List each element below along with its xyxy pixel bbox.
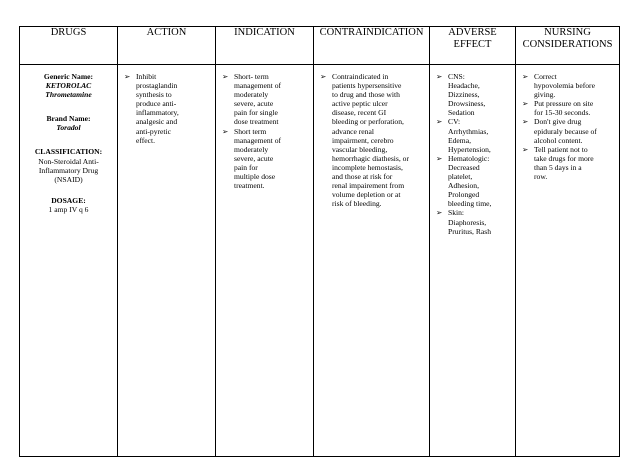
list-item-text: Short term management of moderately severe, acute pain for multiple dose treatment.: [234, 126, 282, 191]
arrow-bullet-icon: ➢: [436, 72, 443, 81]
classification-line3: (NSAID): [54, 174, 83, 184]
arrow-bullet-icon: ➢: [436, 208, 443, 218]
list-item: [430, 72, 511, 117]
classification-line1: Non-Steroidal Anti-: [38, 156, 99, 166]
indication-cell: [216, 65, 314, 457]
indication-list: [216, 65, 313, 190]
dosage-label: DOSAGE:: [51, 195, 86, 205]
header-row: [20, 27, 620, 65]
arrow-bullet-icon: ➢: [222, 126, 229, 136]
list-item: [216, 127, 309, 191]
list-item-text: CV: Arrhythmias, Edema, Hypertension,: [448, 117, 491, 154]
arrow-bullet-icon: ➢: [436, 117, 443, 127]
header-adverse-line1: ADVERSE: [448, 27, 497, 38]
generic-name-line2: Thrometamine: [45, 90, 92, 100]
classification-line2: Inflammatory Drug: [38, 165, 99, 175]
nursing-considerations-cell: [516, 65, 620, 457]
list-item: [430, 208, 511, 235]
list-item: [516, 72, 615, 99]
list-item: [118, 72, 211, 145]
list-item-text: Tell patient not to take drugs for more than 5 days in a row.: [534, 144, 594, 182]
arrow-bullet-icon: ➢: [522, 72, 529, 81]
nursing-considerations-list: [516, 65, 619, 181]
list-item-text: Contraindicated in patients hypersensitive to drug and those with active peptic ulcer disease, recent GI bleeding or perforation, advance renal impairment, cerebro vascular bleeding, hemorrhagic diathesis, or incomplete hemostasis, and those at risk for renal impairement from volume depletion or at risk of bleeding.: [332, 72, 409, 209]
adverse-effect-cell: [430, 65, 516, 457]
brand-name-label: Brand Name:: [46, 114, 91, 124]
header-nursing-considerations: [516, 27, 620, 65]
list-item: [516, 99, 615, 117]
contraindication-list: [314, 65, 429, 208]
arrow-bullet-icon: ➢: [222, 72, 229, 81]
list-item: [430, 154, 511, 209]
list-item-text: Hematologic: Decreased platelet, Adhesion, Prolonged bleeding time,: [448, 153, 492, 209]
arrow-bullet-icon: ➢: [522, 99, 529, 109]
header-drugs: DRUGS: [20, 27, 118, 65]
list-item-text: Inhibit prostaglandin synthesis to produce anti- inflammatory, analgesic and anti-pyretic effect.: [136, 72, 179, 145]
drug-study-table: [19, 26, 620, 457]
brand-name-value: Toradol: [56, 123, 81, 133]
list-item: [314, 72, 425, 208]
header-action: ACTION: [118, 27, 216, 65]
list-item: [430, 117, 511, 153]
classification-label: CLASSIFICATION:: [34, 147, 103, 157]
arrow-bullet-icon: ➢: [436, 153, 443, 163]
action-list: [118, 65, 215, 145]
list-item: [516, 145, 615, 181]
content-row: [20, 65, 620, 457]
action-cell: [118, 65, 216, 457]
adverse-effect-list: [430, 65, 515, 236]
arrow-bullet-icon: ➢: [522, 117, 529, 127]
list-item-text: CNS: Headache, Dizziness, Drowsiness, Sedation: [448, 72, 486, 118]
generic-name-label: Generic Name:: [43, 72, 94, 81]
arrow-bullet-icon: ➢: [124, 72, 131, 81]
list-item: [516, 117, 615, 144]
header-nursing-line2: CONSIDERATIONS: [522, 39, 613, 50]
header-contraindication: CONTRAINDICATION: [314, 27, 430, 65]
list-item-text: Put pressure on site for 15-30 seconds.: [534, 99, 594, 118]
list-item: [216, 72, 309, 127]
arrow-bullet-icon: ➢: [320, 72, 327, 81]
header-adverse-effect: [430, 27, 516, 65]
list-item-text: Skin: Diaphoresis, Pruritus, Rash: [448, 208, 492, 236]
generic-name-line1: KETOROLAC: [45, 81, 92, 91]
list-item-text: Correct hypovolemia before giving.: [534, 72, 595, 100]
contraindication-cell: [314, 65, 430, 457]
drugs-cell: [20, 65, 118, 457]
list-item-text: Short- term management of moderately severe, acute pain for single dose treatment: [234, 72, 282, 127]
arrow-bullet-icon: ➢: [522, 144, 529, 154]
header-adverse-line2: EFFECT: [453, 39, 492, 50]
header-nursing-line1: NURSING: [544, 27, 591, 38]
list-item-text: Don't give drug epiduraly because of alcohol content.: [534, 117, 597, 145]
header-indication: INDICATION: [216, 27, 314, 65]
dosage-value: 1 amp IV q 6: [48, 204, 89, 214]
